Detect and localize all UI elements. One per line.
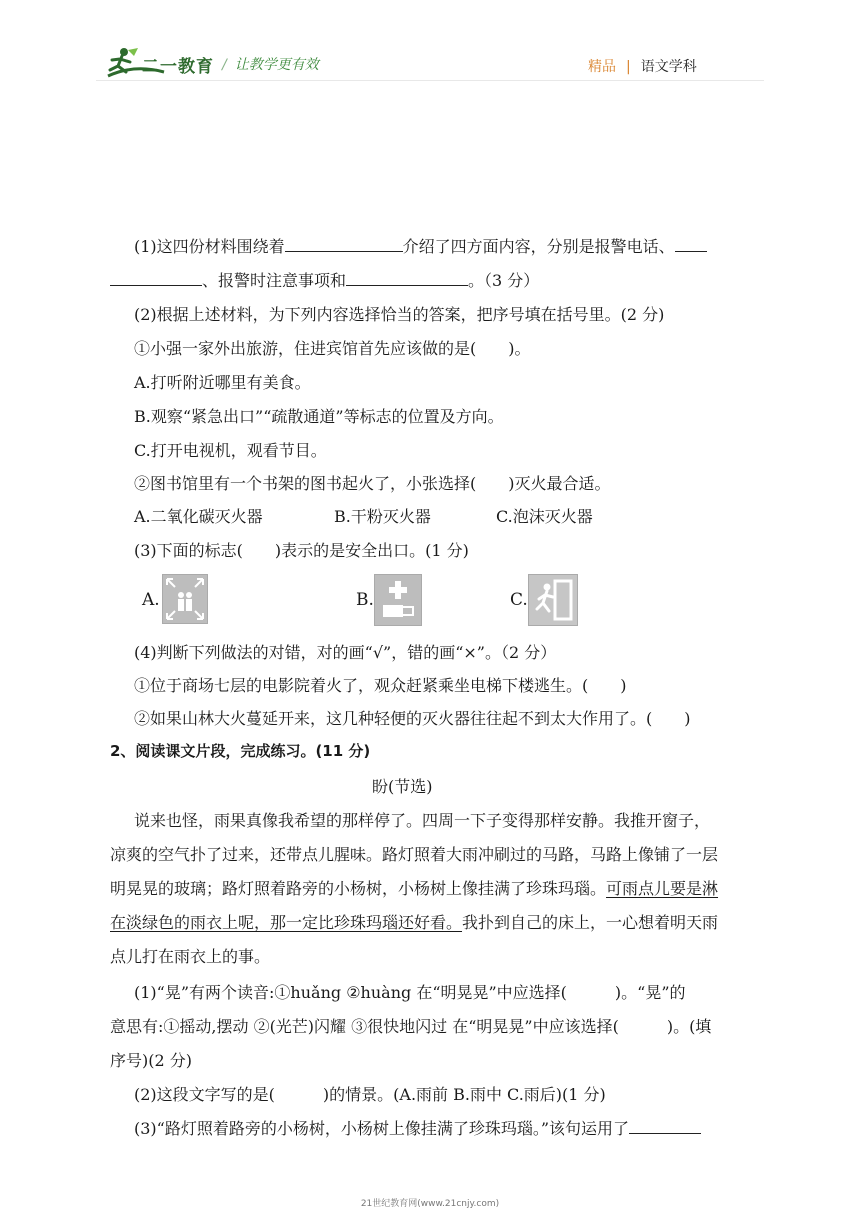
underlined-sentence: 可雨点儿要是淋	[606, 879, 719, 898]
first-aid-sign-icon	[374, 574, 422, 626]
passage-line: 明晃晃的玻璃；路灯照着路旁的小杨树，小杨树上像挂满了珍珠玛瑙。可雨点儿要是淋	[110, 879, 719, 898]
q2-sub2: (2)这段文字写的是( )的情景。(A.雨前 B.雨中 C.雨后)(1 分)	[134, 1085, 606, 1104]
q2-sub3: (3)“路灯照着路旁的小杨树，小杨树上像挂满了珍珠玛瑙。”该句运用了	[134, 1116, 701, 1139]
q1-part4: (4)判断下列做法的对错，对的画“√”，错的画“×”。（2 分）	[134, 643, 557, 662]
blank-content-2b[interactable]	[110, 269, 202, 286]
sign-label-c: C.	[510, 590, 528, 610]
q1-part2: (2)根据上述材料，为下列内容选择恰当的答案，把序号填在括号里。(2 分)	[134, 305, 665, 324]
slogan: / 让教学更有效	[222, 57, 319, 73]
q2-sub1-line2: 意思有:①摇动,摆动 ②(光芒)闪耀 ③很快地闪过 在“明晃晃”中应该选择( )。(填	[110, 1017, 712, 1036]
option-a: A.打听附近哪里有美食。	[134, 373, 311, 392]
q2-sub1-line3: 序号)(2 分)	[110, 1051, 192, 1070]
q2-heading: 2、阅读课文片段，完成练习。(11 分)	[110, 742, 371, 760]
blank-content-4[interactable]	[346, 269, 468, 286]
boutique-label: 精品	[588, 59, 616, 75]
page-footer: 21世纪教育网(www.21cnjy.com)	[360, 1199, 500, 1209]
extinguisher-option-b: B.干粉灭火器	[334, 507, 431, 526]
blank-rhetoric[interactable]	[629, 1117, 701, 1134]
passage-line: 说来也怪，雨果真像我希望的那样停了。四周一下子变得那样安静。我推开窗子，	[134, 811, 711, 830]
passage-line: 凉爽的空气扑了过来，还带点儿腥味。路灯照着大雨冲刷过的马路，马路上像铺了一层	[110, 845, 719, 864]
q2-sub1-line1: (1)“晃”有两个读音:①huǎng ②huàng 在“明晃晃”中应选择( )。“晃”的	[134, 983, 686, 1002]
separator: |	[626, 59, 631, 75]
option-b: B.观察“紧急出口”“疏散通道”等标志的位置及方向。	[134, 407, 504, 426]
passage-title: 盼(节选)	[372, 777, 433, 796]
sign-label-b: B.	[356, 590, 374, 610]
extinguisher-option-a: A.二氧化碳灭火器	[134, 507, 263, 526]
blank-topic[interactable]	[285, 235, 403, 252]
sign-label-a: A.	[142, 590, 160, 610]
q1-part2-item2: ②图书馆里有一个书架的图书起火了，小张选择( )灭火最合适。	[134, 474, 611, 493]
assembly-point-sign-icon	[162, 574, 208, 624]
extinguisher-option-c: C.泡沫灭火器	[496, 507, 593, 526]
emergency-exit-sign-icon	[528, 574, 578, 626]
q1-part2-item1: ①小强一家外出旅游，住进宾馆首先应该做的是( )。	[134, 339, 531, 358]
judge-item-1: ①位于商场七层的电影院着火了，观众赶紧乘坐电梯下楼逃生。( )	[134, 676, 627, 695]
subject-label: 语文学科	[640, 59, 697, 75]
logo-text: 二一教育	[142, 57, 214, 77]
judge-item-2: ②如果山林大火蔓延开来，这几种轻便的灭火器往往起不到太大作用了。( )	[134, 709, 691, 728]
q1-part1-line2: 、报警时注意事项和 。（3 分）	[110, 268, 539, 291]
q1-part3: (3)下面的标志( )表示的是安全出口。(1 分)	[134, 541, 469, 560]
passage-line: 点儿打在雨衣上的事。	[110, 947, 271, 966]
page-header	[0, 0, 860, 100]
passage-line: 在淡绿色的雨衣上呢，那一定比珍珠玛瑙还好看。我扑到自己的床上，一心想着明天雨	[110, 913, 719, 932]
subject-badge	[588, 56, 697, 76]
header-divider	[96, 80, 764, 81]
blank-content-2a[interactable]	[675, 235, 707, 252]
q1-part1-line1: (1)这四份材料围绕着 介绍了四方面内容，分别是报警电话、	[134, 234, 707, 257]
option-c: C.打开电视机，观看节目。	[134, 441, 327, 460]
underlined-sentence: 在淡绿色的雨衣上呢，那一定比珍珠玛瑙还好看。	[110, 913, 463, 932]
